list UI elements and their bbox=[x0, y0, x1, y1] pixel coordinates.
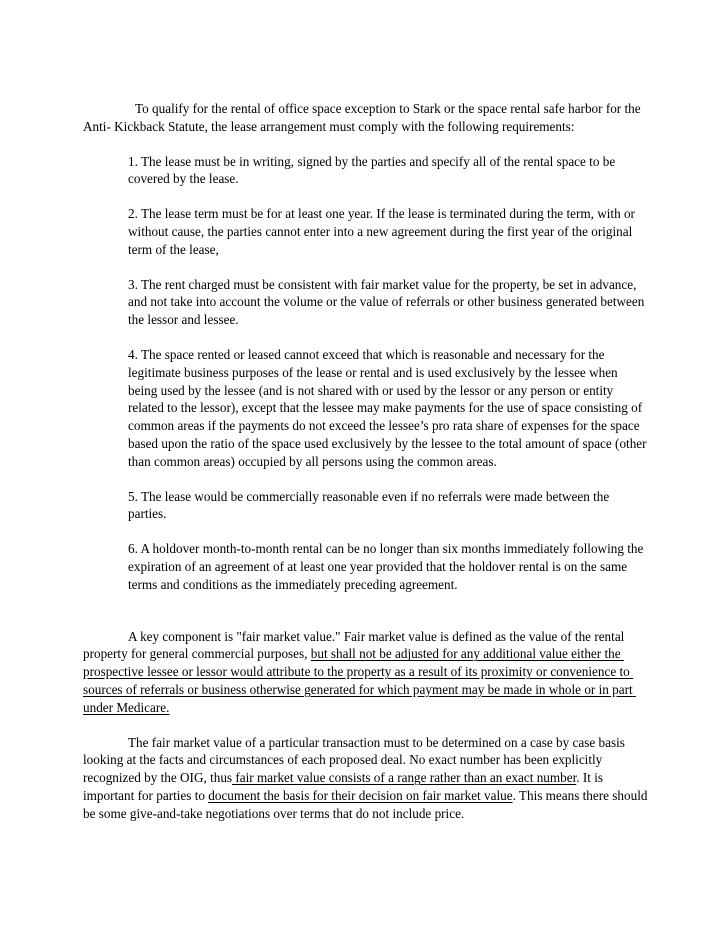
case-underlined-document-basis: document the basis for their decision on fair market value bbox=[208, 787, 513, 803]
requirement-1: 1. The lease must be in writing, signed by the parties and specify all of the rental space to be covered by the lease. bbox=[128, 153, 616, 187]
requirement-2: 2. The lease term must be for at least one year. If the lease is terminated during the term, with or without cause, the parties cannot enter into a new agreement during the first year of the original term of the lease, bbox=[128, 206, 635, 257]
fmv-lead-text: A key component is "fair market value." Fair market value is defined as the value of the rental property for general commercial purposes, bbox=[83, 628, 628, 662]
case-text-3: . This means there should be some give-and-take negotiations over terms that do not include price. bbox=[83, 787, 651, 821]
case-text-1: The fair market value of a particular transaction must to be determined on a case by case basis looking at the facts and circumstances of each proposed deal. No exact number has been explicitly recognized by the OIG, thus bbox=[83, 734, 629, 786]
case-underlined-range: fair market value consists of a range rather than an exact number bbox=[232, 770, 577, 786]
requirement-3: 3. The rent charged must be consistent with fair market value for the property, be set in advance, and not take into account the volume or the value of referrals or other business generated between the lessor and lessee. bbox=[128, 276, 645, 328]
fmv-underlined-text: but shall not be adjusted for any additional value either the prospective lessee or lessor would attribute to the property as a result of its proximity or convenience to sources of referrals or business otherwise generated for which payment may be made in whole or in part under Medicare. bbox=[83, 646, 636, 715]
case-by-case-paragraph bbox=[83, 734, 651, 823]
fair-market-value-paragraph bbox=[83, 628, 648, 717]
requirement-5: 5. The lease would be commercially reasonable even if no referrals were made between the parties. bbox=[128, 488, 610, 522]
requirement-6: 6. A holdover month-to-month rental can be no longer than six months immediately following the expiration of an agreement of at least one year provided that the holdover rental is on the same terms and conditions as the immediately preceding agreement. bbox=[128, 541, 644, 592]
intro-paragraph: To qualify for the rental of office space exception to Stark or the space rental safe harbor for the Anti- Kickback Statute, the lease arrangement must comply with the following requirements: bbox=[83, 101, 641, 134]
case-text-2: . It is important for parties to bbox=[83, 770, 607, 803]
document-body bbox=[83, 100, 651, 840]
requirement-4: 4. The space rented or leased cannot exceed that which is reasonable and necessary for the legitimate business purposes of the lease or rental and is used exclusively by the lessee when being used by the lessee (and is not shared with or used by the lessor or any person or entity related to the lessor), except that the lessee may make payments for the use of space consisting of common areas if the payments do not exceed the lessee’s pro rata share of expenses for the space based upon the ratio of the space used exclusively by the lessee to the total amount of space (other than common areas) occupied by all persons using the common areas. bbox=[128, 346, 647, 469]
